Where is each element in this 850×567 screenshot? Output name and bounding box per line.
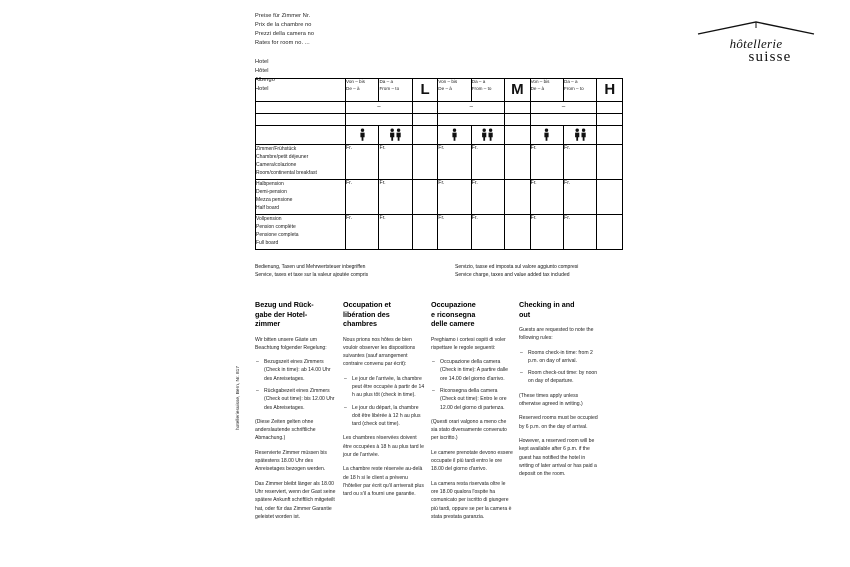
row-label-line-it: Camera/colazione — [256, 162, 297, 169]
footnote-right — [455, 263, 715, 279]
dash-cat-m — [505, 102, 530, 114]
column-paragraph: La chambre reste réservée au-delà de 18 h si le client a prévenu l'hôtelier par écrit qu'il arriverait plus tard ou s'il a fourni une garantie. — [343, 466, 424, 498]
spacer-cell — [505, 145, 530, 180]
spacer-cell — [412, 215, 437, 250]
two-persons-icon — [481, 128, 494, 141]
rates-table — [255, 78, 623, 250]
price-cell[interactable]: Fr. — [346, 180, 379, 215]
range-da-a-h: Da – a — [564, 79, 578, 84]
row-label-line-fr: Demi-pension — [256, 189, 287, 196]
price-cell[interactable]: Fr. — [530, 215, 563, 250]
bullet-item: – Le jour de l'arrivée, la chambre peut être occupée à partir de 14 h au plus tôt (check in time). — [348, 375, 425, 400]
column-paragraph: However, a reserved room will be kept available after 6 p.m. if the guest has notified the hotel in writing of later arrival or has paid a deposit on the room. — [519, 437, 597, 478]
column-paragraph: Les chambres réservées doivent être occupées à 18 h au plus tard le jour de l'arrivée. — [343, 435, 424, 459]
row-label-full-board — [256, 215, 346, 250]
title-line: gabe der Hotel- — [255, 309, 308, 319]
blank-h — [530, 114, 597, 126]
spacer-cell — [412, 180, 437, 215]
blank-l — [346, 114, 413, 126]
price-line-it: Prezzi della camera no — [255, 31, 315, 38]
range-de-a-l: De – à — [346, 85, 360, 91]
range-de-a-m: De – à — [438, 85, 452, 91]
price-cell[interactable]: Fr. — [379, 145, 412, 180]
title-line: zimmer — [255, 319, 281, 328]
spacer-cell — [505, 180, 530, 215]
blank-cat-l — [412, 114, 437, 126]
rates-table-wrapper — [255, 78, 623, 250]
price-cell[interactable]: Fr. — [530, 180, 563, 215]
dash-l: – — [346, 102, 413, 114]
column-paragraph: (These times apply unless otherwise agreed in writing.) — [519, 392, 583, 408]
header-range2-m — [471, 79, 504, 102]
hotel-line-it: Albergo — [255, 77, 275, 84]
title-line: e riconsegna — [431, 309, 476, 319]
row-label-line-de: Halbpension — [256, 181, 284, 187]
column-paragraph: La camera resta riservata oltre le ore 18.00 qualora l'ospite ha comunicato per iscritto di giungere più tardi, oppure se per la camera è stata prestata garanzia. — [431, 480, 512, 520]
price-cell[interactable]: Fr. — [471, 215, 504, 250]
hotel-line-en: Hotel — [255, 86, 269, 93]
price-cell[interactable]: Fr. — [346, 215, 379, 250]
single-person-cell-l — [346, 126, 379, 145]
price-cell[interactable]: Fr. — [564, 215, 597, 250]
person-icon — [359, 128, 366, 141]
table-row — [256, 215, 623, 250]
spacer-cell — [412, 145, 437, 180]
column-intro: Nous prions nos hôtes de bien vouloir observer les dispositions suivantes (sauf arrangement contraire convenu par écrit): — [343, 336, 416, 368]
column-paragraph: Reserved rooms must be occupied by 6 p.m. on the day of arrival. — [519, 415, 598, 430]
price-cell[interactable]: Fr. — [530, 145, 563, 180]
dash-h: – — [530, 102, 597, 114]
row-label-line-fr: Pension complète — [256, 224, 296, 231]
blank-row-label — [256, 114, 346, 126]
header-range2-h — [564, 79, 597, 102]
double-person-cell-h — [564, 126, 597, 145]
price-line-de: Preise für Zimmer Nr. — [255, 13, 311, 19]
title-line: Occupation et — [343, 300, 391, 309]
person-icon — [451, 128, 458, 141]
column-paragraph: (Diese Zeiten gelten ohne anderslautende schriftliche Abmachung.) — [255, 418, 316, 442]
bullet-item: – Rooms check-in time: from 2 p.m. on day of arrival. — [524, 349, 599, 366]
column-bullets — [343, 375, 425, 429]
multilingual-columns — [255, 300, 635, 555]
range-von-bis-h: Von – bis — [530, 79, 550, 84]
table-occupancy-row — [256, 126, 623, 145]
range-von-bis-l: Von – bis — [346, 79, 365, 84]
footnote-line-en: Service charge, taxes and value added tax included — [455, 272, 570, 278]
row-label-line-de: Zimmer/Frühstück — [256, 146, 297, 152]
range-da-a-l: Da – a — [379, 79, 394, 84]
brand-word-hotellerie: hôtellerie — [729, 36, 783, 51]
title-line: chambres — [343, 319, 377, 328]
column-title-italian — [431, 300, 513, 329]
imprint-side-text: hotelleriesuisse, Bern, Nr. 817 — [236, 366, 241, 430]
column-paragraph: Reservierte Zimmer müssen bis spätestens 18.00 Uhr des Anreisetages bezogen werden. — [255, 449, 327, 473]
range-von-bis-m: Von – bis — [438, 79, 458, 84]
column-german — [255, 300, 337, 527]
bullet-item: – Room check-out time: by noon on day of departure. — [524, 369, 599, 386]
price-cell[interactable]: Fr. — [438, 180, 471, 215]
column-title-french — [343, 300, 425, 329]
double-person-cell-m — [471, 126, 504, 145]
title-line: Bezug und Rück- — [255, 300, 314, 309]
row-label-line-en: Full board — [256, 240, 279, 247]
title-line: delle camere — [431, 319, 475, 328]
column-title-german — [255, 300, 337, 329]
occupancy-cat-h — [597, 126, 623, 145]
single-person-cell-h — [530, 126, 563, 145]
price-cell[interactable]: Fr. — [379, 180, 412, 215]
brand-logo — [691, 20, 821, 66]
hotel-line-fr: Hôtel — [255, 68, 269, 75]
footnote-line-it: Servizio, tasse ed imposta sul valore aggiunto compresi — [455, 264, 579, 270]
spacer-cell — [597, 145, 623, 180]
dash-cat-h — [597, 102, 623, 114]
header-range2-l — [379, 79, 412, 102]
dash-row-label — [256, 102, 346, 114]
occupancy-row-label — [256, 126, 346, 145]
dash-m: – — [438, 102, 505, 114]
column-english — [519, 300, 599, 484]
column-paragraph: Das Zimmer bleibt länger als 18.00 Uhr reserviert, wenn der Gast seine spätere Ankunft schriftlich mitgeteilt hat, oder für das Zimmer Garantie geleistet worden ist. — [255, 480, 336, 520]
two-persons-icon — [574, 128, 587, 141]
column-intro: Wir bitten unsere Gäste um Beachtung folgender Regelung: — [255, 336, 327, 351]
header-range-l — [346, 79, 379, 102]
hotel-line-de: Hotel — [255, 59, 269, 66]
price-cell[interactable]: Fr. — [346, 145, 379, 180]
table-row — [256, 145, 623, 180]
title-line: Occupazione — [431, 300, 476, 309]
brand-word-suisse: suisse — [748, 49, 792, 65]
dash-cat-l — [412, 102, 437, 114]
category-letter-l: L — [412, 79, 437, 102]
row-label-room-breakfast — [256, 145, 346, 180]
price-line-en: Rates for room no. ... — [255, 40, 310, 47]
spacer-cell — [597, 215, 623, 250]
blank-cat-h — [597, 114, 623, 126]
price-cell[interactable]: Fr. — [438, 215, 471, 250]
occupancy-cat-m — [505, 126, 530, 145]
title-line: libération des — [343, 309, 390, 319]
price-cell[interactable]: Fr. — [564, 180, 597, 215]
row-label-half-board — [256, 180, 346, 215]
row-label-line-fr: Chambre/petit déjeuner — [256, 154, 309, 161]
column-paragraph: Le camere prenotate devono essere occupate il più tardi entro le ore 18.00 del giorno d'arrivo. — [431, 449, 513, 473]
blank-cat-m — [505, 114, 530, 126]
column-intro: Preghiamo i cortesi ospiti di voler rispettare le regole seguenti: — [431, 336, 506, 351]
bullet-item: – Bezugszeit eines Zimmers (Check in time): ab 14.00 Uhr des Anreisetages. — [260, 358, 337, 383]
occupancy-cat-l — [412, 126, 437, 145]
bullet-item: – Le jour du départ, la chambre doit être libérée à 12 h au plus tard (check out time). — [348, 404, 425, 429]
column-title-english — [519, 300, 599, 319]
row-label-line-it: Mezza pensione — [256, 197, 293, 204]
category-letter-h: H — [597, 79, 623, 102]
header-empty-cell — [256, 79, 346, 102]
column-italian — [431, 300, 513, 527]
column-bullets — [519, 349, 599, 386]
footnote-line-fr: Service, taxes et taxe sur la valeur ajoutée compris — [255, 272, 369, 278]
row-label-line-de: Vollpension — [256, 216, 282, 222]
row-label-line-en: Half board — [256, 205, 280, 212]
price-line-fr: Prix de la chambre no — [255, 22, 312, 29]
blank-m — [438, 114, 505, 126]
double-person-cell-l — [379, 126, 412, 145]
column-bullets — [431, 358, 513, 412]
bullet-item: – Occupazione della camera (Check in time): A partire dalle ore 14.00 del giorno d'arrivo. — [436, 358, 513, 383]
footnote-line-de: Bedienung, Taxen und Mehrwertsteuer inbegriffen — [255, 264, 366, 270]
range-from-to-m: From – to — [471, 85, 492, 91]
bullet-item: – Riconsegna della camera (Check out time): Entro le ore 12.00 del giorno di partenza. — [436, 387, 513, 412]
price-cell[interactable]: Fr. — [379, 215, 412, 250]
column-bullets — [255, 358, 337, 412]
title-line: Checking in and — [519, 300, 575, 309]
table-row — [256, 180, 623, 215]
range-from-to-l: From – to — [379, 85, 400, 91]
roof-logo-icon — [696, 20, 816, 36]
category-letter-m: M — [505, 79, 530, 102]
range-da-a-m: Da – a — [471, 79, 486, 84]
person-icon — [543, 128, 550, 141]
column-intro: Guests are requested to note the following rules: — [519, 327, 594, 342]
row-label-line-en: Room/continental breakfast — [256, 170, 317, 177]
single-person-cell-m — [438, 126, 471, 145]
header-range-m — [438, 79, 471, 102]
column-paragraph: (Questi orari valgono a meno che sia stato diversamente convenuto per iscritto.) — [431, 418, 507, 442]
price-cell[interactable]: Fr. — [471, 145, 504, 180]
table-dash-row — [256, 102, 623, 114]
bullet-item: – Rückgabezeit eines Zimmers (Check out time): bis 12.00 Uhr des Abreisetages. — [260, 387, 337, 412]
table-blank-row — [256, 114, 623, 126]
price-cell[interactable]: Fr. — [471, 180, 504, 215]
two-persons-icon — [389, 128, 402, 141]
range-de-a-h: De – à — [530, 85, 545, 91]
range-from-to-h: From – to — [564, 85, 584, 91]
column-french — [343, 300, 425, 505]
price-cell[interactable]: Fr. — [564, 145, 597, 180]
price-cell[interactable]: Fr. — [438, 145, 471, 180]
title-line: out — [519, 309, 531, 319]
header-range-h — [530, 79, 563, 102]
spacer-cell — [505, 215, 530, 250]
table-header-row — [256, 79, 623, 102]
row-label-line-it: Pensione completa — [256, 232, 299, 239]
spacer-cell — [597, 180, 623, 215]
